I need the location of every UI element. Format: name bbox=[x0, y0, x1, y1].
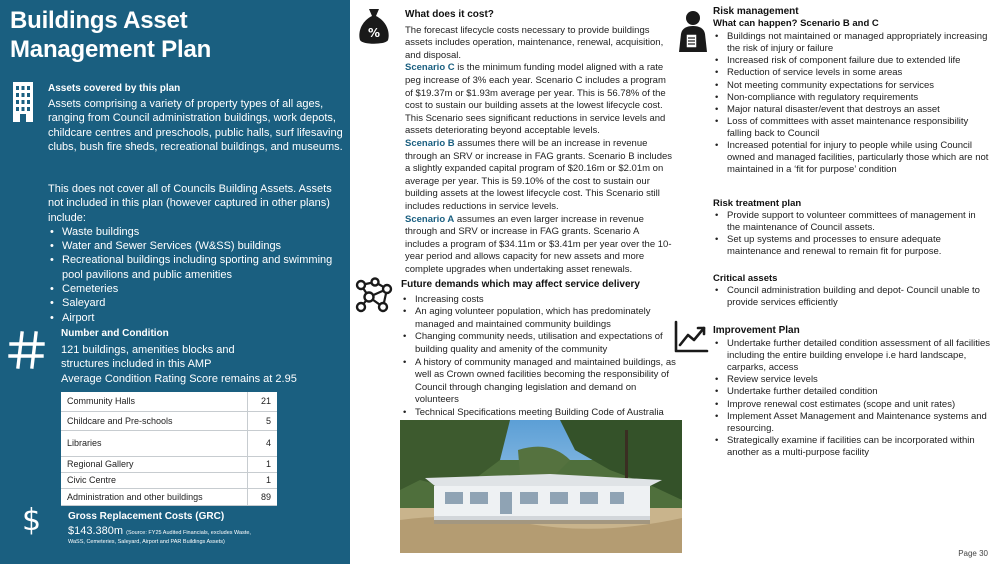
table-row: Civic Centre 1 bbox=[61, 472, 277, 488]
number-text: 121 buildings, amenities blocks and structures included in this AMP Average Condition Rating Score remains at 2.95 bbox=[61, 344, 297, 385]
list-item: • Council administration building and depot- Council unable to provide services efficiently bbox=[713, 285, 991, 309]
list-item: • Cemeteries bbox=[48, 282, 343, 296]
list-item: • Non-compliance with regulatory requirements bbox=[713, 92, 991, 104]
grc-note: (Source: FY25 Audited Financials, excludes Waste, bbox=[126, 530, 251, 536]
list-item: • Saleyard bbox=[48, 296, 343, 310]
risk-heading: Risk management bbox=[713, 6, 799, 17]
list-item: • Undertake further detailed condition assessment of all facilities including the entire building envelope i.e hard landscape, carparks, access bbox=[713, 338, 991, 374]
critical-assets-section bbox=[713, 273, 991, 309]
building-photo bbox=[400, 420, 682, 553]
list-item: • Undertake further detailed condition bbox=[713, 386, 991, 398]
list-item: • Changing community needs, utilisation and expectations of building quality and amenity of the community bbox=[401, 331, 681, 356]
list-item: • A history of community managed and maintained buildings, as well as Crown owned facilities becoming the responsibility of Council through changing legislation and demand on volunteers bbox=[401, 357, 681, 407]
list-item: • Water and Sewer Services (W&SS) buildings bbox=[48, 239, 343, 253]
list-item: • Recreational buildings including sporting and swimming pool pavilions and public amenities bbox=[48, 253, 343, 282]
risk-treatment-heading: Risk treatment plan bbox=[713, 198, 802, 209]
person-icon bbox=[677, 10, 709, 52]
table-row: Libraries 4 bbox=[61, 430, 277, 456]
scenario-a: Scenario A assumes an even larger increase in revenue through and SRV or increase in FAG grants. Scenario A includes a program of $34.11m or $3.41m per year over the 10-year period and allows capacity for new assets and more complete upgrades when undertaking asset renewals. bbox=[405, 213, 672, 275]
future-demands-heading: Future demands which may affect service delivery bbox=[401, 279, 640, 290]
list-item: • Airport bbox=[48, 311, 343, 325]
list-item: • Increasing costs bbox=[401, 294, 681, 307]
risk-section bbox=[713, 6, 991, 176]
cost-heading: What does it cost? bbox=[405, 9, 494, 20]
left-panel bbox=[0, 0, 350, 564]
future-demands-section bbox=[401, 279, 681, 432]
list-item: • Provide support to volunteer committees of management in the maintenance of Council assets. bbox=[713, 210, 991, 234]
table-row: Community Halls 21 bbox=[61, 392, 277, 411]
assets-intro: Assets comprising a variety of property types of all ages, ranging from Council administration buildings, work depots, childcare centres and preschools, public halls, surf lifesaving clubs, bush fire sheds, recreational buildings, and museums. bbox=[48, 98, 343, 153]
risk-list bbox=[713, 31, 991, 176]
critical-assets-list bbox=[713, 285, 991, 309]
hash-icon bbox=[8, 330, 46, 370]
list-item: • Loss of committees with asset maintenance responsibility falling back to Council bbox=[713, 116, 991, 140]
list-item: • Buildings not maintained or managed appropriately increasing the risk of injury or failure bbox=[713, 31, 991, 55]
assets-heading: Assets covered by this plan bbox=[48, 83, 181, 94]
improvement-list bbox=[713, 338, 991, 459]
line-chart-icon bbox=[673, 320, 709, 354]
improvement-heading: Improvement Plan bbox=[713, 325, 800, 336]
building-icon bbox=[10, 80, 36, 122]
excluded-list bbox=[48, 225, 343, 325]
scenario-b: Scenario B assumes there will be an increase in revenue through an SRV or increase in FAG grants. Scenario B includes a slightly expanded capital program of $20.16m or $2.01m on average per year. This is 59.10% of the cost to sustain our building assets at the lowest lifecycle cost. This Scenario still includes reductions in service levels. bbox=[405, 137, 673, 212]
improvement-section bbox=[713, 325, 991, 459]
asset-count-table bbox=[61, 392, 277, 506]
risk-subheading: What can happen? Scenario B and C bbox=[713, 18, 879, 30]
risk-treatment-section bbox=[713, 198, 991, 258]
list-item: • Review service levels bbox=[713, 374, 991, 386]
list-item: • Improve renewal cost estimates (scope and unit rates) bbox=[713, 399, 991, 411]
table-row: Administration and other buildings 89 bbox=[61, 488, 277, 505]
dollar-icon: $ bbox=[22, 503, 42, 538]
cost-intro: The forecast lifecycle costs necessary to provide buildings assets includes operation, maintenance, renewal, acquisition, and disposal. bbox=[405, 24, 664, 61]
page-title: Buildings Asset Management Plan bbox=[10, 7, 212, 63]
critical-assets-heading: Critical assets bbox=[713, 273, 778, 284]
grc-heading: Gross Replacement Costs (GRC) bbox=[68, 511, 225, 522]
list-item: • An aging volunteer population, which has predominately managed and maintained community buildings bbox=[401, 306, 681, 331]
list-item: • Waste buildings bbox=[48, 225, 343, 239]
table-row: Childcare and Pre-schools 5 bbox=[61, 411, 277, 430]
list-item: • Technical Specifications meeting Building Code of Australia bbox=[401, 407, 681, 432]
cost-section bbox=[405, 9, 675, 276]
svg-text:%: % bbox=[367, 26, 381, 40]
scenario-c: Scenario C is the minimum funding model aligned with a rate peg increase of 3% each year. Scenario C includes a program of $19.37m or $1.93m average per year. This is 56.78% of the cost to sustain our building assets at the lowest lifecycle cost. This Scenario sees significant reductions in service levels and assets deteriorating beyond acceptable levels. bbox=[405, 62, 666, 137]
page-number: Page 30 bbox=[958, 549, 988, 558]
grc-value: $143.380m bbox=[68, 525, 124, 537]
list-item: • Increased risk of component failure due to extended life bbox=[713, 55, 991, 67]
list-item: • Major natural disaster/event that destroys an asset bbox=[713, 104, 991, 116]
list-item: • Set up systems and processes to ensure adequate maintenance and renewal to remain fit for purpose. bbox=[713, 234, 991, 258]
list-item: • Implement Asset Management and Maintenance systems and resourcing. bbox=[713, 411, 991, 435]
risk-treatment-list bbox=[713, 210, 991, 258]
future-demands-list bbox=[401, 294, 681, 433]
list-item: • Increased potential for injury to people while using Council owned and managed facilities, particularly those which are not maintained in a ‘fit for purpose’ condition bbox=[713, 140, 991, 176]
list-item: • Strategically examine if facilities can be incorporated within another as a multi-purpose facility bbox=[713, 435, 991, 459]
number-heading: Number and Condition bbox=[61, 328, 169, 339]
grc-note-line2: WaSS, Cemeteries, Saleyard, Airport and PAR Buildings Assets) bbox=[68, 539, 225, 545]
network-icon bbox=[353, 277, 395, 313]
not-covered-text: This does not cover all of Councils Building Assets. Assets not included in this plan (however captured in other plans) include: • Waste buildings • Water and Sewer Services (W&SS) buildings • Recreational buildings including sporting and swimming pool pavilions and public amenities • Cemeteries • Saleyard • Airport bbox=[48, 182, 343, 325]
list-item: • Not meeting community expectations for services bbox=[713, 80, 991, 92]
money-bag-icon bbox=[356, 6, 392, 46]
table-row: Regional Gallery 1 bbox=[61, 456, 277, 472]
list-item: • Reduction of service levels in some areas bbox=[713, 67, 991, 79]
